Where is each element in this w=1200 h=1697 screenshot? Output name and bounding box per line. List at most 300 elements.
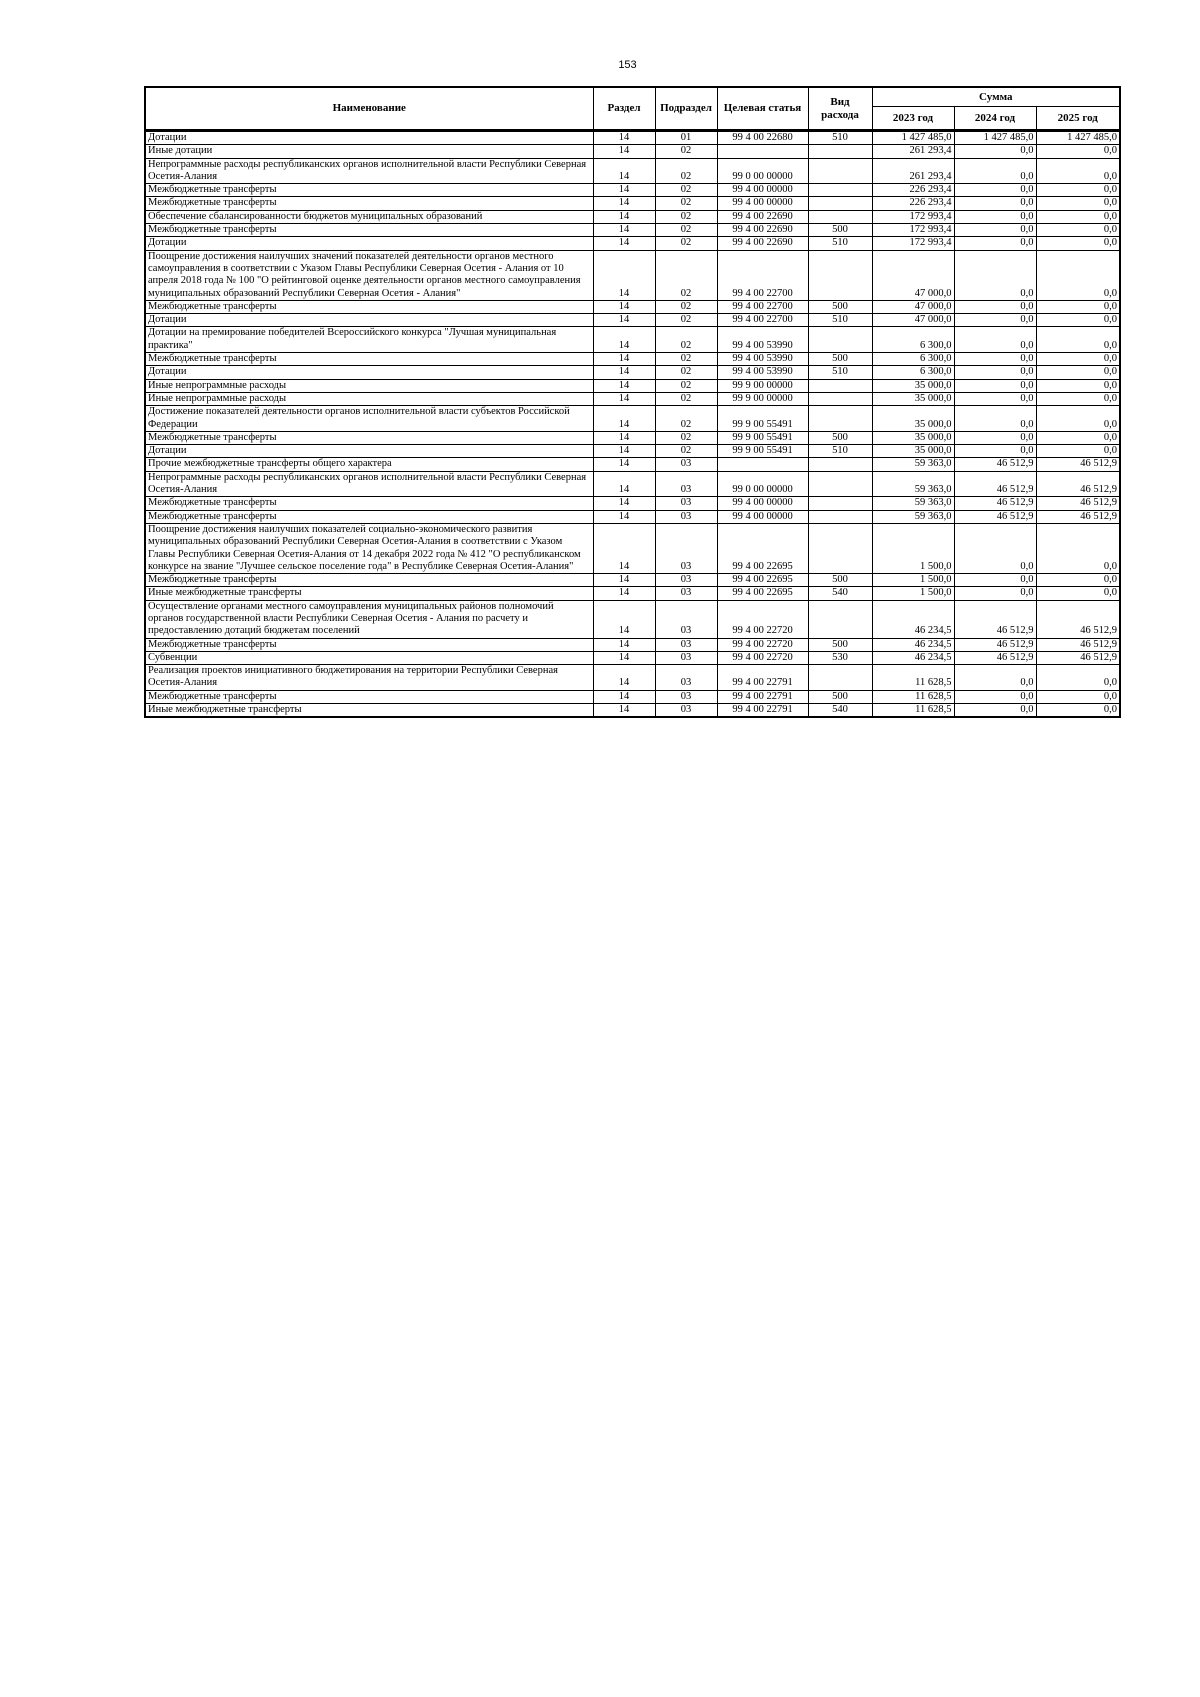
table-row [145,638,1120,651]
cell-celevaya: 99 9 00 55491 [717,445,808,458]
cell-celevaya: 99 4 00 22695 [717,587,808,600]
cell-celevaya: 99 0 00 00000 [717,158,808,184]
cell-2025: 0,0 [1036,237,1120,250]
cell-razdel: 14 [593,638,655,651]
cell-podrazdel: 02 [655,250,717,300]
cell-podrazdel: 02 [655,314,717,327]
table-row [145,224,1120,237]
cell-vid [808,458,872,471]
cell-razdel: 14 [593,471,655,497]
cell-name: Субвенции [145,651,593,664]
cell-podrazdel: 02 [655,158,717,184]
cell-2024: 0,0 [954,237,1036,250]
cell-name: Обеспечение сбалансированности бюджетов муниципальных образований [145,210,593,223]
cell-podrazdel: 02 [655,197,717,210]
cell-vid: 510 [808,314,872,327]
cell-podrazdel: 03 [655,665,717,691]
cell-podrazdel: 02 [655,327,717,353]
cell-name: Межбюджетные трансферты [145,638,593,651]
cell-2023: 35 000,0 [872,406,954,432]
cell-celevaya: 99 9 00 55491 [717,431,808,444]
cell-celevaya: 99 4 00 22720 [717,600,808,638]
cell-podrazdel: 02 [655,406,717,432]
cell-2025: 0,0 [1036,314,1120,327]
cell-name: Иные непрограммные расходы [145,379,593,392]
cell-podrazdel: 03 [655,471,717,497]
cell-celevaya: 99 4 00 53990 [717,366,808,379]
cell-podrazdel: 03 [655,497,717,510]
cell-2024: 0,0 [954,158,1036,184]
cell-2023: 59 363,0 [872,497,954,510]
cell-name: Реализация проектов инициативного бюджетирования на территории Республики Северная Осетия-Алания [145,665,593,691]
cell-name: Осуществление органами местного самоуправления муниципальных районов полномочий органов государственной власти Республики Северная Осетия - Алания по расчету и предоставлению дотаций бюджетам поселений [145,600,593,638]
cell-name: Межбюджетные трансферты [145,574,593,587]
cell-razdel: 14 [593,197,655,210]
cell-podrazdel: 02 [655,300,717,313]
cell-vid [808,497,872,510]
cell-2023: 47 000,0 [872,300,954,313]
cell-name: Межбюджетные трансферты [145,690,593,703]
cell-podrazdel: 03 [655,704,717,718]
cell-podrazdel: 03 [655,523,717,573]
cell-2023: 6 300,0 [872,366,954,379]
table-row [145,237,1120,250]
cell-name: Дотации [145,237,593,250]
cell-name: Межбюджетные трансферты [145,224,593,237]
cell-podrazdel: 02 [655,431,717,444]
cell-celevaya [717,145,808,158]
cell-2024: 0,0 [954,353,1036,366]
cell-vid [808,523,872,573]
cell-2023: 46 234,5 [872,600,954,638]
cell-2025: 0,0 [1036,445,1120,458]
cell-podrazdel: 02 [655,379,717,392]
cell-2025: 46 512,9 [1036,458,1120,471]
cell-2023: 35 000,0 [872,379,954,392]
cell-2024: 0,0 [954,445,1036,458]
table-row [145,210,1120,223]
cell-razdel: 14 [593,314,655,327]
cell-2024: 0,0 [954,184,1036,197]
cell-2023: 46 234,5 [872,638,954,651]
cell-celevaya: 99 4 00 22690 [717,210,808,223]
cell-name: Межбюджетные трансферты [145,197,593,210]
cell-vid: 500 [808,224,872,237]
cell-razdel: 14 [593,431,655,444]
cell-2024: 0,0 [954,250,1036,300]
cell-2024: 0,0 [954,379,1036,392]
cell-vid: 540 [808,704,872,718]
table-row [145,300,1120,313]
cell-2025: 0,0 [1036,690,1120,703]
cell-name: Межбюджетные трансферты [145,510,593,523]
cell-vid: 530 [808,651,872,664]
cell-vid: 510 [808,131,872,145]
table-row [145,574,1120,587]
cell-2023: 47 000,0 [872,250,954,300]
cell-celevaya: 99 4 00 22680 [717,131,808,145]
cell-2023: 6 300,0 [872,353,954,366]
table-row [145,690,1120,703]
cell-2023: 1 500,0 [872,587,954,600]
cell-2025: 0,0 [1036,158,1120,184]
cell-2025: 0,0 [1036,224,1120,237]
cell-2025: 46 512,9 [1036,497,1120,510]
cell-2024: 0,0 [954,366,1036,379]
cell-2023: 47 000,0 [872,314,954,327]
cell-vid: 540 [808,587,872,600]
cell-2024: 0,0 [954,523,1036,573]
table-row [145,510,1120,523]
cell-2025: 0,0 [1036,523,1120,573]
cell-2024: 0,0 [954,392,1036,405]
budget-table [144,86,1121,718]
cell-podrazdel: 03 [655,651,717,664]
table-row [145,406,1120,432]
cell-2025: 0,0 [1036,665,1120,691]
cell-2024: 0,0 [954,587,1036,600]
cell-razdel: 14 [593,145,655,158]
cell-vid [808,665,872,691]
cell-2023: 261 293,4 [872,145,954,158]
cell-2023: 11 628,5 [872,704,954,718]
cell-2024: 1 427 485,0 [954,131,1036,145]
cell-celevaya: 99 4 00 00000 [717,197,808,210]
cell-razdel: 14 [593,224,655,237]
cell-celevaya: 99 4 00 22700 [717,314,808,327]
cell-razdel: 14 [593,574,655,587]
cell-2024: 0,0 [954,145,1036,158]
header-razdel: Раздел [593,87,655,131]
cell-2024: 46 512,9 [954,651,1036,664]
cell-2024: 0,0 [954,406,1036,432]
cell-podrazdel: 02 [655,224,717,237]
table-row [145,366,1120,379]
cell-2024: 0,0 [954,665,1036,691]
cell-podrazdel: 02 [655,353,717,366]
cell-2024: 0,0 [954,210,1036,223]
cell-vid: 510 [808,445,872,458]
table-row [145,131,1120,145]
cell-vid [808,327,872,353]
cell-podrazdel: 03 [655,638,717,651]
page-number: 153 [618,59,637,71]
cell-2023: 11 628,5 [872,665,954,691]
cell-2025: 0,0 [1036,197,1120,210]
cell-razdel: 14 [593,250,655,300]
cell-2024: 46 512,9 [954,638,1036,651]
cell-podrazdel: 02 [655,366,717,379]
header-name: Наименование [145,87,593,131]
table-row [145,197,1120,210]
cell-2025: 0,0 [1036,353,1120,366]
cell-vid: 500 [808,574,872,587]
cell-razdel: 14 [593,300,655,313]
cell-celevaya: 99 4 00 22690 [717,237,808,250]
cell-2024: 46 512,9 [954,471,1036,497]
cell-2024: 0,0 [954,327,1036,353]
cell-vid [808,471,872,497]
cell-name: Иные межбюджетные трансферты [145,704,593,718]
cell-name: Межбюджетные трансферты [145,353,593,366]
cell-vid: 500 [808,300,872,313]
cell-celevaya: 99 4 00 22791 [717,704,808,718]
cell-2024: 0,0 [954,574,1036,587]
cell-2023: 172 993,4 [872,224,954,237]
cell-podrazdel: 03 [655,510,717,523]
cell-name: Дотации [145,366,593,379]
cell-2025: 1 427 485,0 [1036,131,1120,145]
cell-2024: 46 512,9 [954,600,1036,638]
cell-vid [808,158,872,184]
cell-2023: 172 993,4 [872,237,954,250]
cell-celevaya: 99 4 00 53990 [717,353,808,366]
cell-podrazdel: 02 [655,184,717,197]
table-row [145,431,1120,444]
cell-celevaya: 99 4 00 53990 [717,327,808,353]
cell-celevaya: 99 4 00 22700 [717,300,808,313]
cell-razdel: 14 [593,366,655,379]
cell-2024: 46 512,9 [954,510,1036,523]
cell-2023: 59 363,0 [872,510,954,523]
cell-razdel: 14 [593,353,655,366]
cell-2024: 46 512,9 [954,458,1036,471]
cell-2023: 1 500,0 [872,523,954,573]
cell-2024: 0,0 [954,690,1036,703]
cell-razdel: 14 [593,237,655,250]
cell-2025: 46 512,9 [1036,510,1120,523]
cell-razdel: 14 [593,131,655,145]
cell-name: Дотации на премирование победителей Всероссийского конкурса "Лучшая муниципальная практика" [145,327,593,353]
cell-name: Дотации [145,445,593,458]
cell-celevaya: 99 4 00 22791 [717,690,808,703]
cell-name: Прочие межбюджетные трансферты общего характера [145,458,593,471]
cell-name: Межбюджетные трансферты [145,431,593,444]
cell-razdel: 14 [593,523,655,573]
cell-vid: 500 [808,353,872,366]
cell-2025: 0,0 [1036,327,1120,353]
cell-podrazdel: 01 [655,131,717,145]
cell-vid [808,600,872,638]
header-2024: 2024 год [954,107,1036,131]
table-row [145,600,1120,638]
cell-2025: 0,0 [1036,574,1120,587]
cell-2024: 0,0 [954,300,1036,313]
header-celevaya: Целевая статья [717,87,808,131]
cell-razdel: 14 [593,158,655,184]
cell-2023: 1 427 485,0 [872,131,954,145]
cell-vid [808,392,872,405]
cell-vid: 500 [808,638,872,651]
cell-name: Непрограммные расходы республиканских органов исполнительной власти Республики Северная Осетия-Алания [145,158,593,184]
cell-2024: 46 512,9 [954,497,1036,510]
cell-celevaya: 99 4 00 00000 [717,497,808,510]
cell-podrazdel: 03 [655,458,717,471]
cell-name: Поощрение достижения наилучших значений показателей деятельности органов местного самоуправления в соответствии с Указом Главы Республики Северная Осетия - Алания от 10 апреля 2018 года № 100 "О рейтинговой оценке деятельности органов местного самоуправления муниципальных образований Республики Северная Осетия - Алания" [145,250,593,300]
cell-celevaya [717,458,808,471]
table-row [145,327,1120,353]
cell-celevaya: 99 4 00 22695 [717,574,808,587]
table-row [145,665,1120,691]
header-podrazdel: Подраздел [655,87,717,131]
table-row [145,704,1120,718]
table-body [145,131,1120,718]
cell-2024: 0,0 [954,431,1036,444]
cell-razdel: 14 [593,497,655,510]
header-vid: Вид расхода [808,87,872,131]
cell-2025: 0,0 [1036,250,1120,300]
cell-2025: 46 512,9 [1036,600,1120,638]
cell-celevaya: 99 9 00 00000 [717,379,808,392]
cell-name: Межбюджетные трансферты [145,184,593,197]
cell-razdel: 14 [593,458,655,471]
cell-name: Иные дотации [145,145,593,158]
cell-name: Поощрение достижения наилучших показателей социально-экономического развития муниципальных образований Республики Северная Осетия-Алания в соответствии с Указом Главы Республики Северная Осетия-Алания от 14 декабря 2022 года № 412 "О республиканском конкурсе на звание "Лучшее сельское поселение года" в Республике Северная Осетия-Алания" [145,523,593,573]
cell-razdel: 14 [593,327,655,353]
cell-razdel: 14 [593,651,655,664]
cell-2023: 35 000,0 [872,445,954,458]
cell-celevaya: 99 4 00 22690 [717,224,808,237]
cell-2025: 0,0 [1036,145,1120,158]
table-row [145,445,1120,458]
header-2023: 2023 год [872,107,954,131]
cell-vid [808,510,872,523]
cell-celevaya: 99 4 00 22791 [717,665,808,691]
table-row [145,471,1120,497]
cell-2023: 172 993,4 [872,210,954,223]
cell-vid: 500 [808,431,872,444]
cell-name: Достижение показателей деятельности органов исполнительной власти субъектов Российской Федерации [145,406,593,432]
cell-celevaya: 99 4 00 00000 [717,184,808,197]
table-row [145,184,1120,197]
cell-razdel: 14 [593,210,655,223]
cell-2024: 0,0 [954,704,1036,718]
cell-name: Дотации [145,131,593,145]
table-row [145,379,1120,392]
cell-2025: 46 512,9 [1036,651,1120,664]
table-row [145,651,1120,664]
cell-vid [808,184,872,197]
cell-podrazdel: 02 [655,237,717,250]
cell-podrazdel: 02 [655,210,717,223]
cell-2025: 0,0 [1036,406,1120,432]
cell-vid [808,406,872,432]
cell-vid: 510 [808,366,872,379]
cell-podrazdel: 02 [655,445,717,458]
cell-2025: 0,0 [1036,300,1120,313]
cell-razdel: 14 [593,406,655,432]
cell-celevaya: 99 9 00 55491 [717,406,808,432]
cell-name: Межбюджетные трансферты [145,300,593,313]
table-row [145,158,1120,184]
cell-2023: 226 293,4 [872,184,954,197]
table-row [145,523,1120,573]
cell-name: Иные межбюджетные трансферты [145,587,593,600]
cell-2024: 0,0 [954,224,1036,237]
cell-vid [808,210,872,223]
table-header [145,87,1120,131]
table-row [145,314,1120,327]
cell-razdel: 14 [593,445,655,458]
header-2025: 2025 год [1036,107,1120,131]
cell-razdel: 14 [593,184,655,197]
cell-razdel: 14 [593,587,655,600]
cell-2023: 11 628,5 [872,690,954,703]
cell-2025: 46 512,9 [1036,471,1120,497]
cell-razdel: 14 [593,392,655,405]
cell-name: Межбюджетные трансферты [145,497,593,510]
cell-celevaya: 99 0 00 00000 [717,471,808,497]
cell-name: Дотации [145,314,593,327]
cell-vid [808,197,872,210]
table-row [145,145,1120,158]
cell-2025: 0,0 [1036,366,1120,379]
cell-2025: 0,0 [1036,392,1120,405]
cell-razdel: 14 [593,600,655,638]
cell-2023: 59 363,0 [872,471,954,497]
cell-2025: 0,0 [1036,210,1120,223]
cell-2023: 59 363,0 [872,458,954,471]
table-row [145,587,1120,600]
cell-2025: 0,0 [1036,431,1120,444]
cell-vid: 500 [808,690,872,703]
cell-celevaya: 99 4 00 22700 [717,250,808,300]
cell-razdel: 14 [593,379,655,392]
cell-2023: 46 234,5 [872,651,954,664]
table-row [145,497,1120,510]
cell-2023: 261 293,4 [872,158,954,184]
cell-razdel: 14 [593,704,655,718]
cell-vid [808,145,872,158]
cell-name: Иные непрограммные расходы [145,392,593,405]
cell-vid [808,379,872,392]
cell-podrazdel: 03 [655,690,717,703]
table-row [145,353,1120,366]
cell-2025: 0,0 [1036,587,1120,600]
cell-razdel: 14 [593,665,655,691]
cell-podrazdel: 03 [655,587,717,600]
cell-celevaya: 99 4 00 22695 [717,523,808,573]
cell-celevaya: 99 4 00 00000 [717,510,808,523]
cell-2025: 46 512,9 [1036,638,1120,651]
cell-2023: 1 500,0 [872,574,954,587]
cell-celevaya: 99 9 00 00000 [717,392,808,405]
table-row [145,392,1120,405]
table-row [145,250,1120,300]
cell-razdel: 14 [593,690,655,703]
table-row [145,458,1120,471]
cell-podrazdel: 02 [655,145,717,158]
cell-2023: 35 000,0 [872,431,954,444]
cell-2025: 0,0 [1036,704,1120,718]
cell-podrazdel: 03 [655,600,717,638]
cell-2025: 0,0 [1036,379,1120,392]
cell-2023: 35 000,0 [872,392,954,405]
cell-podrazdel: 03 [655,574,717,587]
cell-podrazdel: 02 [655,392,717,405]
cell-name: Непрограммные расходы республиканских органов исполнительной власти Республики Северная Осетия-Алания [145,471,593,497]
cell-2024: 0,0 [954,197,1036,210]
cell-vid [808,250,872,300]
cell-2023: 226 293,4 [872,197,954,210]
cell-celevaya: 99 4 00 22720 [717,651,808,664]
cell-2023: 6 300,0 [872,327,954,353]
cell-razdel: 14 [593,510,655,523]
cell-vid: 510 [808,237,872,250]
cell-2025: 0,0 [1036,184,1120,197]
header-summa: Сумма [872,87,1120,107]
cell-celevaya: 99 4 00 22720 [717,638,808,651]
